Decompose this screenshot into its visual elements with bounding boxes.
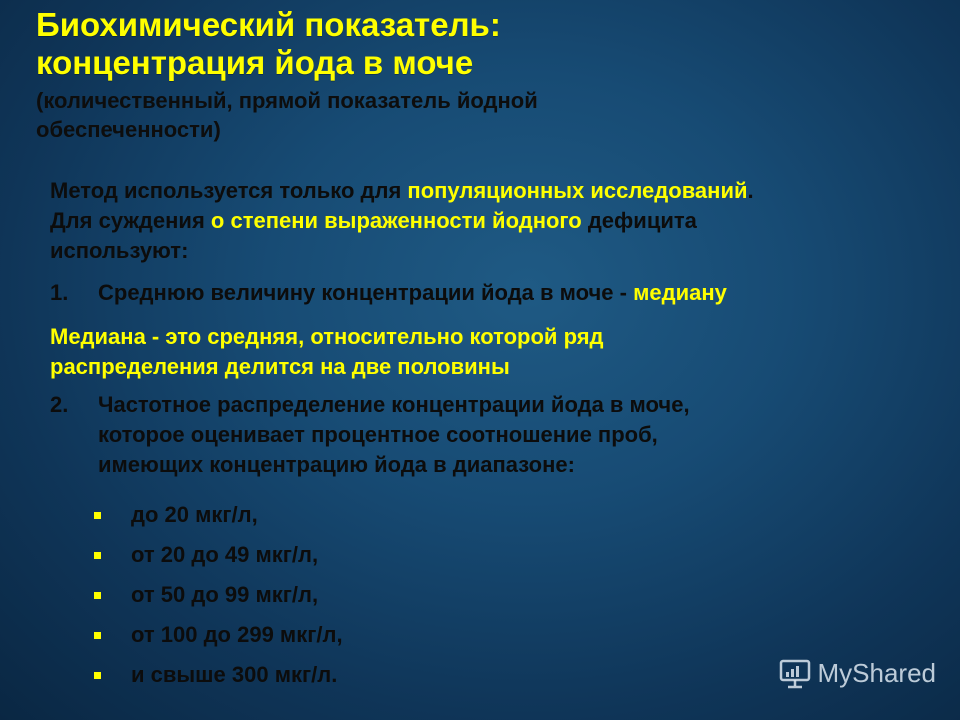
item-text — [98, 390, 690, 480]
bullet-square-icon — [94, 632, 101, 639]
item-line-3: имеющих концентрацию йода в диапазоне: — [98, 452, 575, 477]
method-paragraph — [50, 176, 930, 266]
title-line-1: Биохимический показатель: — [36, 6, 501, 43]
range-item — [94, 535, 343, 575]
range-text: от 50 до 99 мкг/л, — [131, 582, 319, 607]
method-line-3: используют: — [50, 238, 189, 263]
median-definition — [50, 322, 930, 382]
slide-title — [36, 6, 501, 82]
slide-subtitle — [36, 86, 538, 144]
method-highlight: о степени выраженности йодного — [210, 208, 582, 233]
slide-body — [50, 176, 930, 480]
bullet-square-icon — [94, 512, 101, 519]
method-line-2 — [50, 206, 930, 236]
watermark-text: MyShared — [817, 657, 936, 688]
range-text: до 20 мкг/л, — [131, 502, 258, 527]
subtitle-line-2: обеспеченности) — [36, 117, 221, 142]
range-text: от 100 до 299 мкг/л, — [131, 622, 343, 647]
method-text-end: дефицита — [581, 208, 697, 233]
range-list — [94, 495, 343, 695]
method-text: Метод используется только для — [50, 178, 408, 203]
method-highlight: популяционных исследований — [407, 178, 748, 203]
range-text: от 20 до 49 мкг/л, — [131, 542, 319, 567]
title-line-2: концентрация йода в моче — [36, 44, 474, 81]
list-item-1 — [50, 278, 930, 308]
item-number: 1. — [50, 280, 69, 305]
item-highlight: медиану — [633, 280, 727, 305]
bullet-square-icon — [94, 672, 101, 679]
method-line-1 — [50, 176, 930, 206]
item-text — [98, 278, 727, 308]
list-item-2 — [50, 390, 930, 480]
item-line-1: Частотное распределение концентрации йода в моче, — [98, 392, 690, 417]
bullet-square-icon — [94, 592, 101, 599]
range-item — [94, 495, 343, 535]
presentation-icon — [778, 656, 812, 690]
definition-line-1: Медиана - это средняя, относительно которой ряд — [50, 324, 604, 349]
bullet-square-icon — [94, 552, 101, 559]
definition-line-2: распределения делится на две половины — [50, 354, 510, 379]
range-text: и свыше 300 мкг/л. — [131, 662, 338, 687]
item-line-2: которое оценивает процентное соотношение проб, — [98, 422, 658, 447]
item-number: 2. — [50, 392, 69, 417]
method-text: Для суждения — [50, 208, 211, 233]
range-item — [94, 575, 343, 615]
watermark-logo — [778, 656, 937, 690]
method-text-end: . — [747, 178, 754, 203]
range-item — [94, 615, 343, 655]
range-item — [94, 655, 343, 695]
subtitle-line-1: (количественный, прямой показатель йодной — [36, 88, 538, 113]
item-text-main: Среднюю величину концентрации йода в моче - — [98, 280, 634, 305]
